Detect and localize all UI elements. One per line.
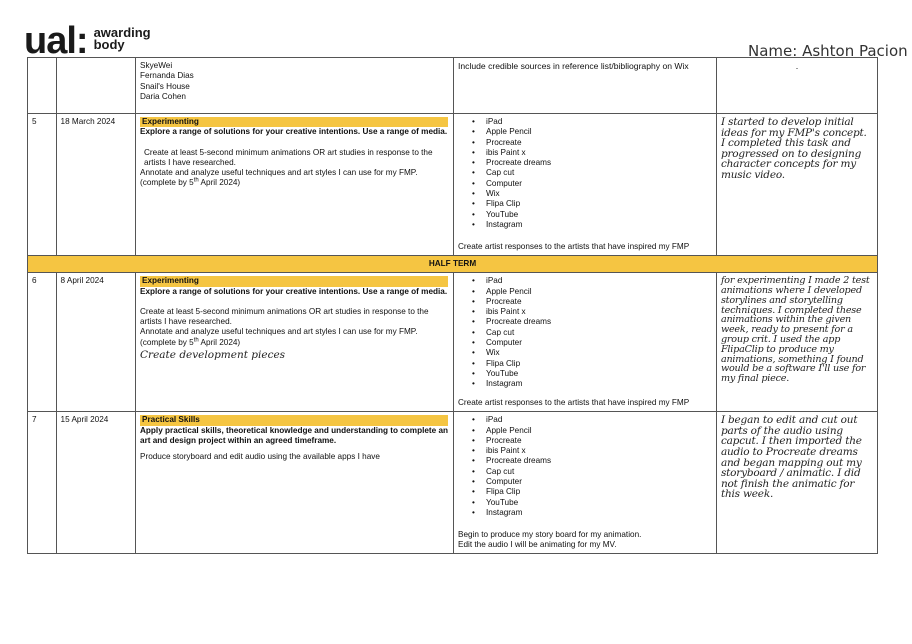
activity-task: Create at least 5-second minimum animations OR art studies in response to the artists I have researched. bbox=[140, 306, 429, 327]
list-item: • Computer bbox=[486, 338, 712, 348]
list-item: • Procreate bbox=[486, 436, 712, 446]
list-item: • ibis Paint x bbox=[486, 307, 712, 317]
logo-sub-2: body bbox=[93, 37, 125, 52]
list-item: • Wix bbox=[486, 189, 712, 199]
ual-logo bbox=[24, 22, 151, 60]
week-cell bbox=[28, 58, 57, 114]
list-item: • ibis Paint x bbox=[486, 148, 712, 158]
stage-tag: Experimenting bbox=[140, 276, 448, 286]
activity-headline: Explore a range of solutions for your creative intentions. Use a range of media. bbox=[140, 286, 448, 296]
list-item: • Computer bbox=[486, 179, 712, 189]
resources-footer-line: Edit the audio I will be animating for my MV. bbox=[458, 540, 617, 549]
activity-task: Produce storyboard and edit audio using the available apps I have bbox=[140, 452, 380, 462]
activity-headline: Apply practical skills, theoretical knowledge and understanding to complete an art and design project within an agreed timeframe. bbox=[140, 425, 449, 445]
logo-sub bbox=[94, 27, 151, 51]
list-item: • YouTube bbox=[486, 498, 712, 508]
list-item: • Flipa Clip bbox=[486, 487, 712, 497]
list-item: • Procreate dreams bbox=[486, 158, 712, 168]
logo-main: ual: bbox=[24, 20, 88, 62]
list-item: • Procreate bbox=[486, 138, 712, 148]
artist-name: SkyeWei bbox=[140, 61, 173, 70]
resources-cell bbox=[454, 58, 717, 114]
half-term-label: HALF TERM bbox=[28, 256, 878, 273]
list-item: • Procreate dreams bbox=[486, 456, 712, 466]
activity-task: Annotate and analyze useful techniques and art styles I can use for my FMP. bbox=[140, 327, 418, 337]
list-item: • YouTube bbox=[486, 210, 712, 220]
week-cell: 5 bbox=[28, 114, 57, 256]
date-cell bbox=[56, 58, 135, 114]
list-item: • Flipa Clip bbox=[486, 199, 712, 209]
resource-list bbox=[458, 117, 712, 230]
list-item: • Cap cut bbox=[486, 467, 712, 477]
list-item: • Instagram bbox=[486, 220, 712, 230]
activity-cell bbox=[136, 58, 454, 114]
activity-headline: Explore a range of solutions for your creative intentions. Use a range of media. bbox=[140, 127, 448, 137]
stage-tag: Practical Skills bbox=[140, 415, 448, 425]
handwritten-note: I began to edit and cut out parts of the audio using capcut. I then imported the audio to Procreate dreams and began mapping out my storyboard / animatic. I did not finish the animatic for this week. bbox=[720, 414, 862, 501]
handwritten-note: I started to develop initial ideas for my FMP's concept. I completed this task and progressed on to designing character concepts for my music video. bbox=[720, 116, 867, 181]
date-cell: 15 April 2024 bbox=[56, 412, 135, 554]
list-item: • Wix bbox=[486, 348, 712, 358]
project-plan-table bbox=[27, 57, 878, 554]
activity-task: Annotate and analyze useful techniques and art styles I can use for my FMP. bbox=[140, 168, 418, 178]
handwritten-note: for experimenting I made 2 test animations where I developed storylines and storytelling techniques. I completed these animations within the given week, ready to present for a group crit. I used the app FlipaClip to produce my animations, something I found would be a software I'll use for my final piece. bbox=[720, 275, 870, 385]
resources-footer-line: Begin to produce my story board for my animation. bbox=[458, 529, 642, 539]
list-item: • Instagram bbox=[486, 508, 712, 518]
table-row bbox=[28, 412, 878, 554]
activity-cell bbox=[136, 412, 454, 554]
resources-footer: Create artist responses to the artists that have inspired my FMP bbox=[458, 398, 690, 407]
artist-name: Fernanda Dias bbox=[140, 71, 194, 81]
notes-cell bbox=[716, 58, 877, 114]
notes-mark: . bbox=[795, 61, 799, 71]
stage-tag: Experimenting bbox=[140, 117, 448, 127]
resources-cell bbox=[454, 412, 717, 554]
list-item: • iPad bbox=[486, 117, 712, 127]
list-item: • ibis Paint x bbox=[486, 446, 712, 456]
list-item: • Apple Pencil bbox=[486, 287, 712, 297]
logo-sub-1: awarding bbox=[93, 25, 151, 40]
notes-cell bbox=[716, 412, 877, 554]
list-item: • Cap cut bbox=[486, 168, 712, 178]
resources-footer: Create artist responses to the artists that have inspired my FMP bbox=[458, 241, 690, 251]
deadline: (complete by 5th April 2024) bbox=[140, 177, 241, 188]
week-cell: 6 bbox=[28, 273, 57, 412]
resource-list bbox=[458, 276, 712, 389]
table-row bbox=[28, 114, 878, 256]
resources-footer bbox=[458, 530, 641, 551]
list-item: • Computer bbox=[486, 477, 712, 487]
handwritten-task: Create development pieces bbox=[140, 349, 286, 362]
deadline: (complete by 5th April 2024) bbox=[140, 337, 241, 347]
list-item: • YouTube bbox=[486, 369, 712, 379]
list-item: • Cap cut bbox=[486, 328, 712, 338]
list-item: • iPad bbox=[486, 276, 712, 286]
list-item: • Flipa Clip bbox=[486, 359, 712, 369]
list-item: • Apple Pencil bbox=[486, 426, 712, 436]
artist-name: Snail's House bbox=[140, 81, 190, 91]
student-name: Name: Ashton Pacion bbox=[748, 42, 908, 60]
list-item: • Procreate dreams bbox=[486, 317, 712, 327]
half-term-row bbox=[28, 256, 878, 273]
resources-cell bbox=[454, 114, 717, 256]
list-item: • iPad bbox=[486, 415, 712, 425]
resource-list bbox=[458, 415, 712, 518]
notes-cell bbox=[716, 273, 877, 412]
activity-task: Create at least 5-second minimum animations OR art studies in response to the artists I have researched. bbox=[144, 147, 433, 167]
table-row bbox=[28, 273, 878, 412]
resources-cell bbox=[454, 273, 717, 412]
artist-name: Daria Cohen bbox=[140, 91, 186, 101]
notes-cell bbox=[716, 114, 877, 256]
date-cell: 18 March 2024 bbox=[56, 114, 135, 256]
activity-cell bbox=[136, 273, 454, 412]
week-cell: 7 bbox=[28, 412, 57, 554]
date-cell: 8 April 2024 bbox=[56, 273, 135, 412]
table-row bbox=[28, 58, 878, 114]
list-item: • Instagram bbox=[486, 379, 712, 389]
activity-cell bbox=[136, 114, 454, 256]
resources-text: Include credible sources in reference list/bibliography on Wix bbox=[458, 61, 689, 71]
list-item: • Apple Pencil bbox=[486, 127, 712, 137]
list-item: • Procreate bbox=[486, 297, 712, 307]
